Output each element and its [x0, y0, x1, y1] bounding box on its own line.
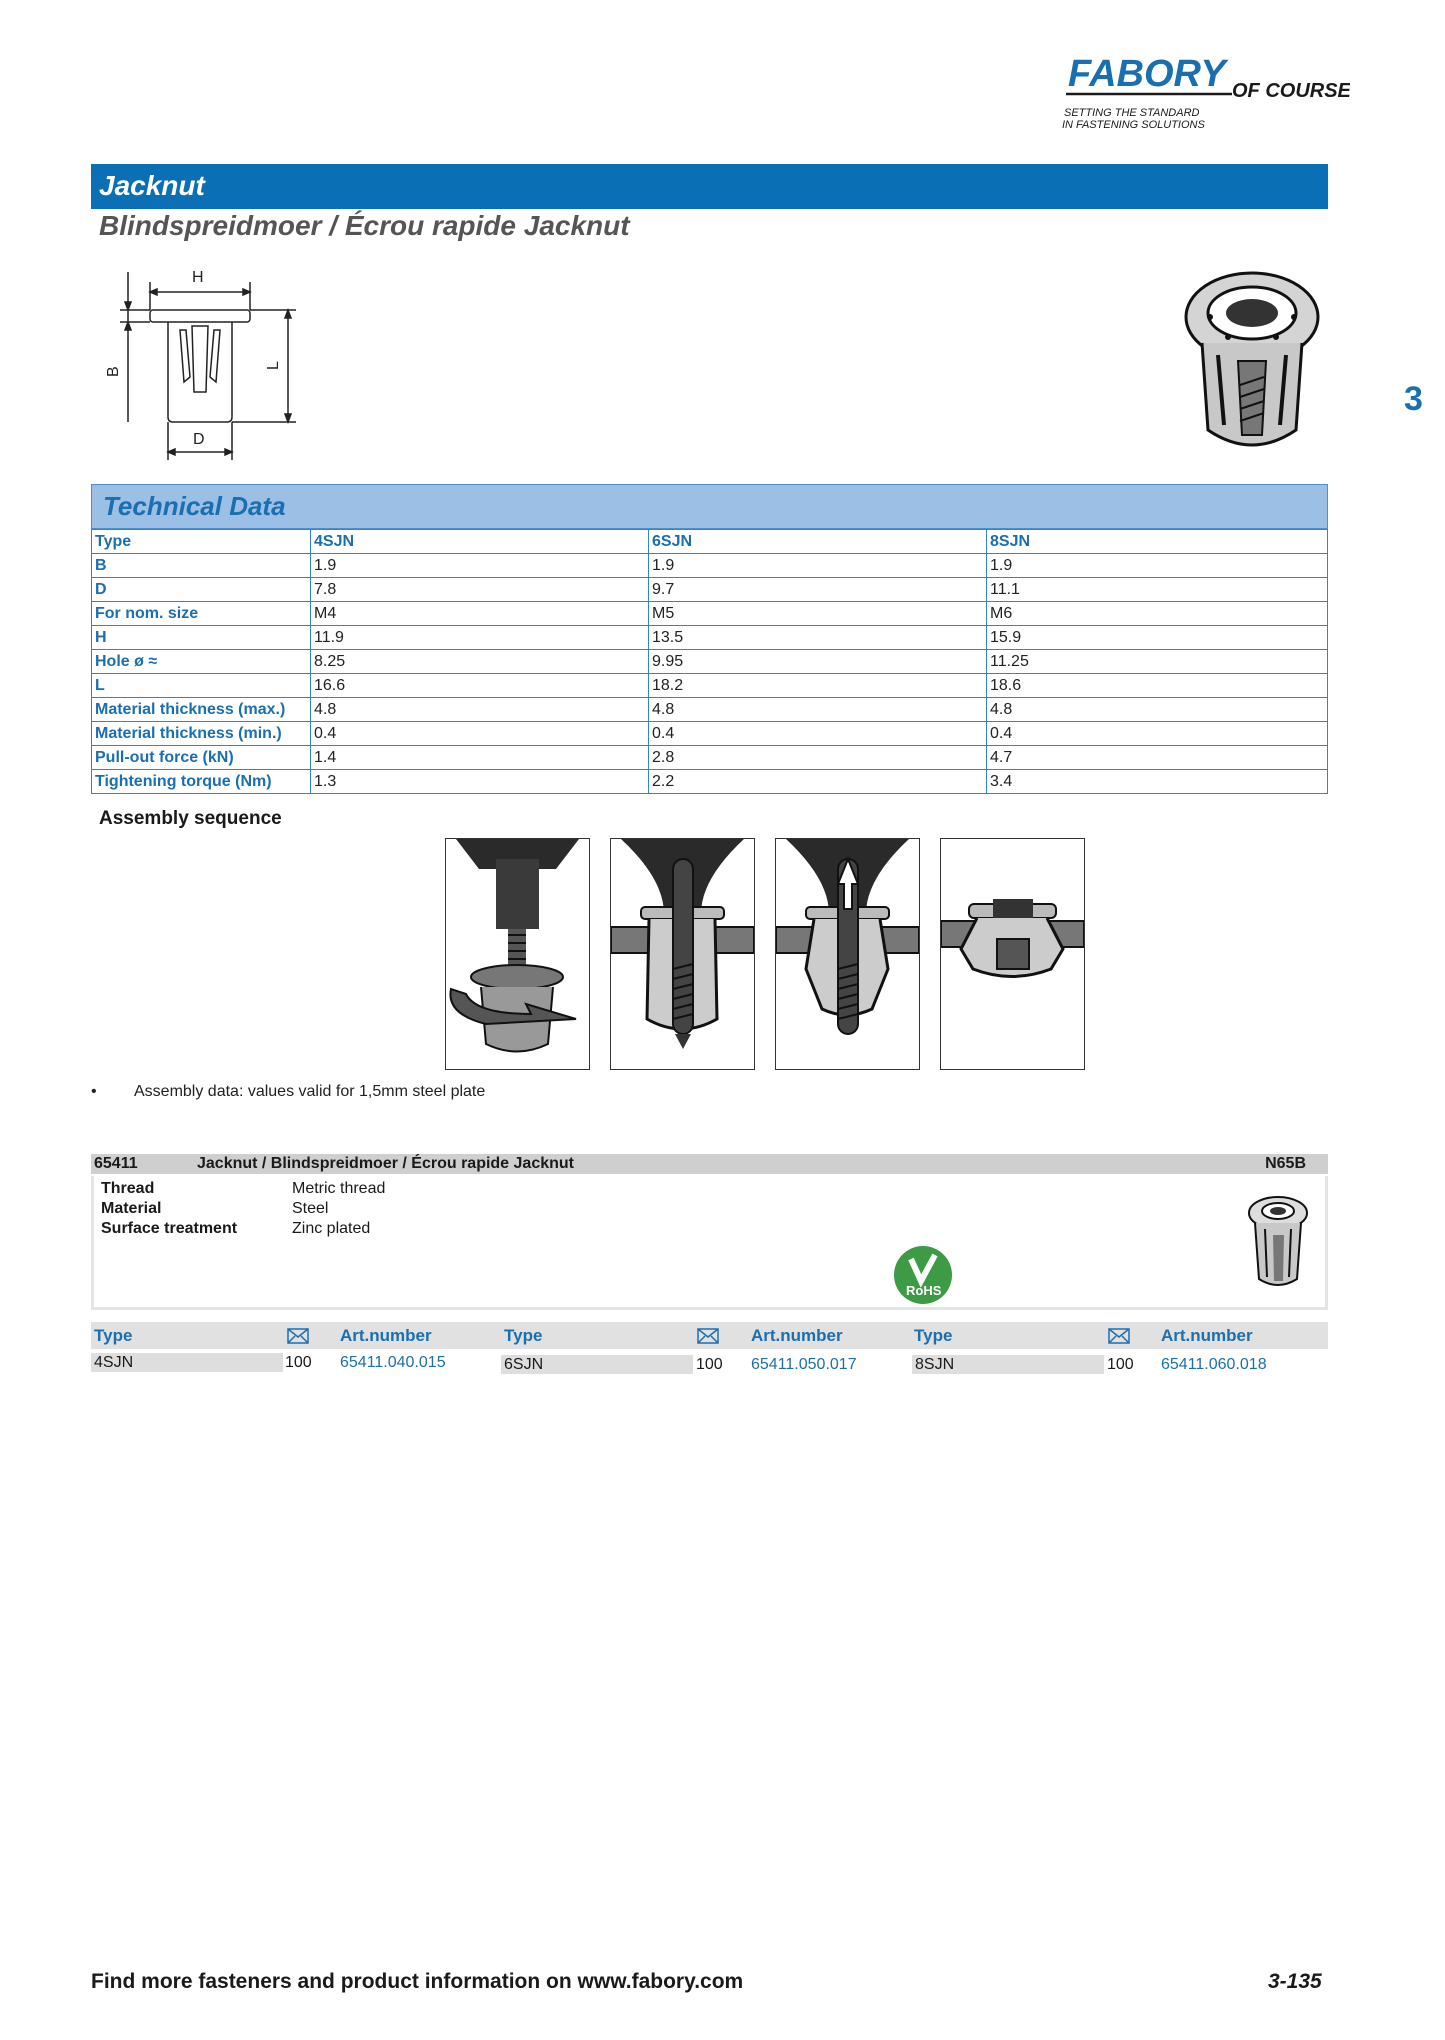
assembly-step-2-image [610, 838, 755, 1070]
table-cell: 1.3 [311, 770, 649, 794]
property-label: Thread [101, 1180, 155, 1197]
table-cell: 4.8 [311, 698, 649, 722]
table-cell: 15.9 [987, 626, 1328, 650]
table-cell: M6 [987, 602, 1328, 626]
table-row [92, 554, 1328, 578]
order-item-type: 6SJN [501, 1355, 693, 1374]
assembly-step-3-image [775, 838, 920, 1070]
table-cell: 7.8 [311, 578, 649, 602]
table-row [92, 722, 1328, 746]
table-cell: 16.6 [311, 674, 649, 698]
row-label: Tightening torque (Nm) [92, 770, 311, 794]
table-cell: 11.1 [987, 578, 1328, 602]
property-value: Metric thread [292, 1180, 386, 1197]
svg-text:B: B [105, 366, 122, 377]
table-row [92, 626, 1328, 650]
table-cell: 9.7 [649, 578, 987, 602]
order-type-header: Type [504, 1326, 543, 1345]
property-label: Material [101, 1200, 162, 1217]
technical-data-table [91, 529, 1328, 794]
table-cell: 1.9 [987, 554, 1328, 578]
rohs-icon [893, 1245, 953, 1305]
table-cell: 11.25 [987, 650, 1328, 674]
table-row [92, 770, 1328, 794]
order-type-header: Type [914, 1326, 953, 1345]
table-cell: M4 [311, 602, 649, 626]
table-row [92, 602, 1328, 626]
order-item-quantity: 100 [1107, 1356, 1134, 1373]
table-cell: 0.4 [987, 722, 1328, 746]
table-cell: 18.2 [649, 674, 987, 698]
table-row [92, 674, 1328, 698]
fabory-logo [1060, 50, 1350, 140]
row-label: Material thickness (min.) [92, 722, 311, 746]
table-row [92, 650, 1328, 674]
property-value: Steel [292, 1200, 329, 1217]
table-row [92, 698, 1328, 722]
table-cell: 1.4 [311, 746, 649, 770]
svg-text:SETTING THE STANDARD: SETTING THE STANDARD [1064, 107, 1200, 119]
table-cell: 2.8 [649, 746, 987, 770]
table-row [92, 746, 1328, 770]
envelope-icon [287, 1328, 309, 1349]
table-cell: 0.4 [649, 722, 987, 746]
table-cell: 4.8 [987, 698, 1328, 722]
product-code: 65411 [94, 1155, 138, 1172]
order-item-art-number[interactable]: 65411.040.015 [340, 1354, 446, 1371]
table-header-cell: Type [92, 530, 311, 554]
table-cell: 8.25 [311, 650, 649, 674]
table-header-cell: 6SJN [649, 530, 987, 554]
table-cell: 18.6 [987, 674, 1328, 698]
order-item-type: 8SJN [912, 1355, 1104, 1374]
svg-text:D: D [193, 431, 205, 448]
row-label: L [92, 674, 311, 698]
order-item-type: 4SJN [91, 1353, 283, 1372]
technical-data-header [91, 484, 1328, 529]
table-cell: 0.4 [311, 722, 649, 746]
assembly-note: Assembly data: values valid for 1,5mm steel plate [134, 1083, 486, 1100]
order-art-header: Art.number [1161, 1326, 1253, 1345]
property-value: Zinc plated [292, 1220, 371, 1237]
row-label: D [92, 578, 311, 602]
page-subtitle: Blindspreidmoer / Écrou rapide Jacknut [99, 210, 630, 241]
row-label: Hole ø ≈ [92, 650, 311, 674]
order-item-art-number[interactable]: 65411.050.017 [751, 1356, 857, 1373]
table-header-row [92, 530, 1328, 554]
table-cell: 2.2 [649, 770, 987, 794]
table-row [92, 578, 1328, 602]
chapter-number: 3 [1404, 380, 1423, 418]
svg-text:L: L [265, 361, 282, 370]
row-label: B [92, 554, 311, 578]
svg-text:IN FASTENING SOLUTIONS: IN FASTENING SOLUTIONS [1062, 119, 1205, 131]
assembly-sequence-title: Assembly sequence [99, 808, 282, 829]
title-band [91, 164, 1328, 209]
product-reference: N65B [1265, 1155, 1306, 1172]
table-cell: 1.9 [311, 554, 649, 578]
order-item-quantity: 100 [696, 1356, 723, 1373]
footer-text: Find more fasteners and product information on www.fabory.com [91, 1970, 744, 1993]
order-art-header: Art.number [340, 1326, 432, 1345]
page-number: 3-135 [1268, 1970, 1322, 1993]
table-cell: 3.4 [987, 770, 1328, 794]
row-label: H [92, 626, 311, 650]
svg-text:OF COURSE.: OF COURSE. [1232, 80, 1350, 102]
svg-text:H: H [192, 269, 204, 286]
envelope-icon [1108, 1328, 1130, 1349]
assembly-step-1-image [445, 838, 590, 1070]
envelope-icon [697, 1328, 719, 1349]
order-item-quantity: 100 [285, 1354, 312, 1371]
table-cell: 11.9 [311, 626, 649, 650]
technical-drawing [100, 262, 300, 462]
order-type-header: Type [94, 1326, 133, 1345]
product-header [91, 1154, 1328, 1174]
product-details-box [91, 1176, 1328, 1310]
table-cell: 4.7 [987, 746, 1328, 770]
technical-data-title: Technical Data [103, 491, 286, 521]
table-cell: 4.8 [649, 698, 987, 722]
row-label: Pull-out force (kN) [92, 746, 311, 770]
table-header-cell: 4SJN [311, 530, 649, 554]
property-label: Surface treatment [101, 1220, 238, 1237]
assembly-step-4-image [940, 838, 1085, 1070]
table-cell: 1.9 [649, 554, 987, 578]
table-cell: 9.95 [649, 650, 987, 674]
order-art-header: Art.number [751, 1326, 843, 1345]
product-thumbnail [1245, 1195, 1311, 1291]
product-description: Jacknut / Blindspreidmoer / Écrou rapide Jacknut [197, 1155, 574, 1172]
page-title: Jacknut [99, 170, 205, 201]
svg-text:RoHS: RoHS [906, 1283, 942, 1298]
row-label: For nom. size [92, 602, 311, 626]
row-label: Material thickness (max.) [92, 698, 311, 722]
table-cell: 13.5 [649, 626, 987, 650]
jacknut-product-image [1178, 265, 1326, 455]
table-header-cell: 8SJN [987, 530, 1328, 554]
bullet-point: • [91, 1083, 97, 1100]
svg-text:FABORY: FABORY [1068, 53, 1226, 95]
table-cell: M5 [649, 602, 987, 626]
order-item-art-number[interactable]: 65411.060.018 [1161, 1356, 1267, 1373]
